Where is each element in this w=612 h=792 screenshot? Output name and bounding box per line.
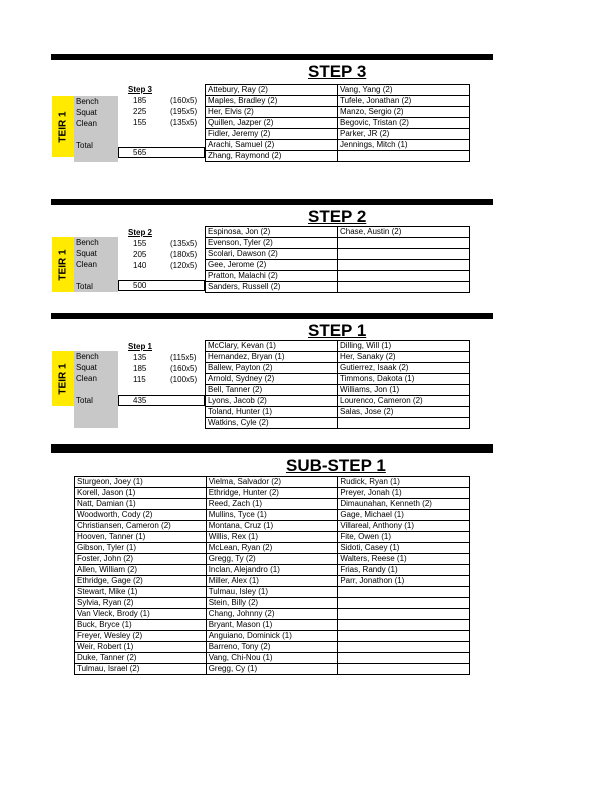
table-cell bbox=[338, 598, 470, 609]
table-row bbox=[75, 642, 470, 653]
table-cell: Zhang, Raymond (2) bbox=[206, 151, 338, 162]
table-cell: Begovic, Tristan (2) bbox=[338, 118, 470, 129]
table-row bbox=[206, 418, 470, 429]
table-row bbox=[206, 118, 470, 129]
table-row bbox=[206, 107, 470, 118]
table-cell: Hooven, Tanner (1) bbox=[75, 532, 207, 543]
table-row bbox=[75, 565, 470, 576]
table-cell: Her, Elvis (2) bbox=[206, 107, 338, 118]
table-cell: Attebury, Ray (2) bbox=[206, 85, 338, 96]
table-row bbox=[206, 249, 470, 260]
step-header: Step 1 bbox=[128, 342, 153, 351]
total-box: 435 bbox=[118, 395, 205, 406]
table-cell: Fidler, Jeremy (2) bbox=[206, 129, 338, 140]
table-cell: Gage, Michael (1) bbox=[338, 510, 470, 521]
table-cell: Parr, Jonathon (1) bbox=[338, 576, 470, 587]
table-cell: Inclan, Alejandro (1) bbox=[206, 565, 338, 576]
table-cell: Montana, Cruz (1) bbox=[206, 521, 338, 532]
table-cell: Gutierrez, Isaak (2) bbox=[338, 363, 470, 374]
step3-title: STEP 3 bbox=[308, 62, 367, 81]
table-cell: Gee, Jerome (2) bbox=[206, 260, 338, 271]
table-cell: Ethridge, Hunter (2) bbox=[206, 488, 338, 499]
table-cell: Korell, Jason (1) bbox=[75, 488, 207, 499]
table-row bbox=[75, 598, 470, 609]
table-row bbox=[206, 271, 470, 282]
table-cell: Preyer, Jonah (1) bbox=[338, 488, 470, 499]
roster-table bbox=[74, 476, 470, 675]
table-cell bbox=[338, 587, 470, 598]
table-row bbox=[206, 129, 470, 140]
table-cell bbox=[338, 151, 470, 162]
table-cell: Gregg, Cy (1) bbox=[206, 664, 338, 675]
table-cell: Weir, Robert (1) bbox=[75, 642, 207, 653]
table-row bbox=[206, 396, 470, 407]
table-cell: Christiansen, Cameron (2) bbox=[75, 521, 207, 532]
table-cell: Williams, Jon (1) bbox=[338, 385, 470, 396]
table-cell: Lourenco, Cameron (2) bbox=[338, 396, 470, 407]
step-header: Step 3 bbox=[128, 85, 153, 94]
table-row bbox=[206, 140, 470, 151]
table-cell: Chase, Austin (2) bbox=[338, 227, 470, 238]
table-cell bbox=[338, 282, 470, 293]
table-cell: Mullins, Tyce (1) bbox=[206, 510, 338, 521]
table-cell: Tulmau, Isley (1) bbox=[206, 587, 338, 598]
table-cell bbox=[338, 653, 470, 664]
table-cell: Tulmau, Israel (2) bbox=[75, 664, 207, 675]
table-cell: Gregg, Ty (2) bbox=[206, 554, 338, 565]
table-cell: Natt, Damian (1) bbox=[75, 499, 207, 510]
table-cell: Ethridge, Gage (2) bbox=[75, 576, 207, 587]
substep1-title: SUB-STEP 1 bbox=[286, 456, 386, 475]
table-cell: Willis, Rex (1) bbox=[206, 532, 338, 543]
step2-title: STEP 2 bbox=[308, 207, 367, 226]
table-cell: Sylvia, Ryan (2) bbox=[75, 598, 207, 609]
table-cell: Gibson, Tyler (1) bbox=[75, 543, 207, 554]
table-row bbox=[75, 653, 470, 664]
table-cell: Evenson, Tyler (2) bbox=[206, 238, 338, 249]
step-weights: Step 1 135 (115x5) 185 (160x5) 115 (100x5) bbox=[118, 341, 205, 385]
table-cell: Hernandez, Bryan (1) bbox=[206, 352, 338, 363]
section-divider bbox=[51, 313, 493, 319]
table-row bbox=[206, 227, 470, 238]
step-weights: Step 2 155 (135x5) 205 (180x5) 140 (120x5) bbox=[118, 227, 205, 271]
table-row bbox=[75, 587, 470, 598]
table-row bbox=[206, 385, 470, 396]
table-cell: Her, Sanaky (2) bbox=[338, 352, 470, 363]
table-cell: Jennings, Mitch (1) bbox=[338, 140, 470, 151]
table-cell: Maples, Bradley (2) bbox=[206, 96, 338, 107]
table-cell: Bryant, Mason (1) bbox=[206, 620, 338, 631]
table-cell: Sturgeon, Joey (1) bbox=[75, 477, 207, 488]
table-cell: Fite, Owen (1) bbox=[338, 532, 470, 543]
table-cell: Timmons, Dakota (1) bbox=[338, 374, 470, 385]
table-row bbox=[75, 543, 470, 554]
table-cell: Reed, Zach (1) bbox=[206, 499, 338, 510]
roster-table bbox=[205, 340, 470, 429]
table-cell: Salas, Jose (2) bbox=[338, 407, 470, 418]
table-row bbox=[75, 631, 470, 642]
section-divider bbox=[51, 444, 493, 453]
section-divider bbox=[51, 54, 493, 60]
table-cell bbox=[338, 249, 470, 260]
table-cell: Vang, Yang (2) bbox=[338, 85, 470, 96]
lift-labels: Bench Squat Clean Total bbox=[74, 237, 118, 292]
table-cell: Bell, Tanner (2) bbox=[206, 385, 338, 396]
table-cell: Stewart, Mike (1) bbox=[75, 587, 207, 598]
table-cell bbox=[338, 418, 470, 429]
lift-labels: Bench Squat Clean Total bbox=[74, 96, 118, 162]
table-cell: Ballew, Payton (2) bbox=[206, 363, 338, 374]
table-row bbox=[206, 341, 470, 352]
table-cell: McClary, Kevan (1) bbox=[206, 341, 338, 352]
table-cell: Sidoti, Casey (1) bbox=[338, 543, 470, 554]
table-cell: Watkins, Cyle (2) bbox=[206, 418, 338, 429]
table-row bbox=[206, 238, 470, 249]
table-row bbox=[75, 510, 470, 521]
table-row bbox=[206, 363, 470, 374]
table-cell: Duke, Tanner (2) bbox=[75, 653, 207, 664]
table-cell: Arnold, Sydney (2) bbox=[206, 374, 338, 385]
step1-title: STEP 1 bbox=[308, 321, 367, 340]
table-cell: Manzo, Sergio (2) bbox=[338, 107, 470, 118]
table-cell: Chang, Johnny (2) bbox=[206, 609, 338, 620]
table-cell: Barreno, Tony (2) bbox=[206, 642, 338, 653]
table-cell: Anguiano, Dominick (1) bbox=[206, 631, 338, 642]
table-row bbox=[206, 282, 470, 293]
table-cell: Miller, Alex (1) bbox=[206, 576, 338, 587]
table-row bbox=[75, 664, 470, 675]
table-row bbox=[75, 488, 470, 499]
table-cell: Sanders, Russell (2) bbox=[206, 282, 338, 293]
roster-table bbox=[205, 84, 470, 162]
tier-badge: TEIR 1 bbox=[52, 351, 74, 406]
table-cell: Dilling, Will (1) bbox=[338, 341, 470, 352]
table-cell: Freyer, Wesley (2) bbox=[75, 631, 207, 642]
table-cell bbox=[338, 642, 470, 653]
table-cell: Villareal, Anthony (1) bbox=[338, 521, 470, 532]
table-row bbox=[75, 477, 470, 488]
table-row bbox=[75, 499, 470, 510]
table-cell: Woodworth, Cody (2) bbox=[75, 510, 207, 521]
table-cell bbox=[338, 664, 470, 675]
table-cell: Buck, Bryce (1) bbox=[75, 620, 207, 631]
table-cell: Rudick, Ryan (1) bbox=[338, 477, 470, 488]
total-box: 500 bbox=[118, 280, 205, 291]
table-cell: Dimaunahan, Kenneth (2) bbox=[338, 499, 470, 510]
table-row bbox=[206, 352, 470, 363]
table-row bbox=[75, 521, 470, 532]
tier-badge: TEIR 1 bbox=[52, 96, 74, 157]
table-row bbox=[75, 609, 470, 620]
table-cell: Stein, Billy (2) bbox=[206, 598, 338, 609]
table-row bbox=[206, 151, 470, 162]
table-cell: McLean, Ryan (2) bbox=[206, 543, 338, 554]
table-row bbox=[206, 85, 470, 96]
table-row bbox=[75, 532, 470, 543]
roster-table bbox=[205, 226, 470, 293]
table-row bbox=[206, 374, 470, 385]
table-row bbox=[75, 576, 470, 587]
table-cell bbox=[338, 609, 470, 620]
table-cell: Van Vleck, Brody (1) bbox=[75, 609, 207, 620]
table-cell: Lyons, Jacob (2) bbox=[206, 396, 338, 407]
table-cell: Walters, Reese (1) bbox=[338, 554, 470, 565]
lift-labels: Bench Squat Clean Total bbox=[74, 351, 118, 428]
table-cell: Vielma, Salvador (2) bbox=[206, 477, 338, 488]
table-cell: Vang, Chi-Nou (1) bbox=[206, 653, 338, 664]
section-divider bbox=[51, 199, 493, 205]
total-box: 565 bbox=[118, 147, 205, 158]
table-row bbox=[206, 96, 470, 107]
table-cell: Parker, JR (2) bbox=[338, 129, 470, 140]
table-row bbox=[206, 407, 470, 418]
table-cell: Frias, Randy (1) bbox=[338, 565, 470, 576]
table-cell bbox=[338, 238, 470, 249]
table-cell bbox=[338, 620, 470, 631]
table-cell: Toland, Hunter (1) bbox=[206, 407, 338, 418]
step-header: Step 2 bbox=[128, 228, 153, 237]
table-cell: Tufele, Jonathan (2) bbox=[338, 96, 470, 107]
table-cell bbox=[338, 631, 470, 642]
table-row bbox=[75, 620, 470, 631]
table-cell: Allen, William (2) bbox=[75, 565, 207, 576]
table-cell: Foster, John (2) bbox=[75, 554, 207, 565]
table-row bbox=[75, 554, 470, 565]
table-row bbox=[206, 260, 470, 271]
table-cell: Arachi, Samuel (2) bbox=[206, 140, 338, 151]
tier-badge: TEIR 1 bbox=[52, 237, 74, 292]
step-weights: Step 3 185 (160x5) 225 (195x5) 155 (135x5) bbox=[118, 84, 205, 128]
table-cell bbox=[338, 271, 470, 282]
table-cell: Quillen, Jazper (2) bbox=[206, 118, 338, 129]
table-cell bbox=[338, 260, 470, 271]
table-cell: Scolari, Dawson (2) bbox=[206, 249, 338, 260]
table-cell: Espinosa, Jon (2) bbox=[206, 227, 338, 238]
table-cell: Pratton, Malachi (2) bbox=[206, 271, 338, 282]
